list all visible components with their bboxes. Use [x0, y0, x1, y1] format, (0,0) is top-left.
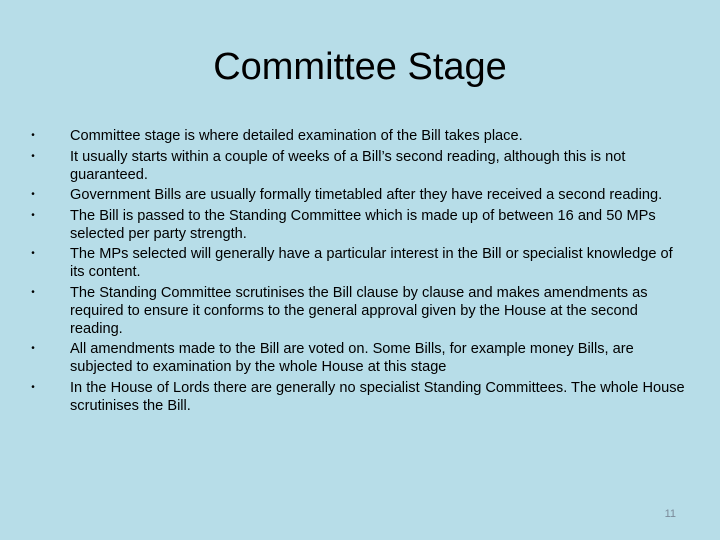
bullet-icon: •: [31, 381, 35, 393]
bullet-icon: •: [31, 209, 35, 221]
list-item: [28, 379, 688, 415]
bullet-icon: •: [31, 286, 35, 298]
bullet-text: It usually starts within a couple of weeks of a Bill’s second reading, although this is not guaranteed.: [70, 148, 626, 183]
bullet-icon: •: [31, 343, 35, 354]
bullet-text: Government Bills are usually formally timetabled after they have received a second reading.: [70, 187, 663, 203]
bullet-text: The Bill is passed to the Standing Committee which is made up of between 16 and 50 MPs selected per party strength.: [70, 207, 656, 242]
slide-number: 11: [664, 508, 676, 520]
bullet-text: Committee stage is where detailed examination of the Bill takes place.: [70, 128, 523, 144]
list-item: [28, 284, 688, 338]
list-item: [28, 245, 688, 281]
bullet-icon: •: [31, 130, 35, 141]
list-item: [28, 148, 688, 184]
list-item: [28, 207, 688, 243]
bullet-text: In the House of Lords there are generally no specialist Standing Committees. The whole House scrutinises the Bill.: [70, 379, 685, 414]
bullet-icon: •: [31, 248, 35, 259]
list-item: [28, 340, 688, 376]
list-item: [28, 186, 688, 204]
bullet-text: All amendments made to the Bill are voted on. Some Bills, for example money Bills, are subjected to examination by the whole House at this stage: [70, 341, 634, 375]
bullet-text: The Standing Committee scrutinises the Bill clause by clause and makes amendments as required to ensure it conforms to the general approval given by the House at the second reading.: [70, 284, 648, 337]
bullet-list: [28, 127, 688, 417]
list-item: [28, 127, 688, 145]
slide-title: Committee Stage: [213, 46, 507, 88]
bullet-icon: •: [31, 189, 35, 200]
bullet-icon: •: [31, 150, 35, 162]
bullet-text: The MPs selected will generally have a particular interest in the Bill or specialist knowledge of its content.: [70, 246, 673, 280]
